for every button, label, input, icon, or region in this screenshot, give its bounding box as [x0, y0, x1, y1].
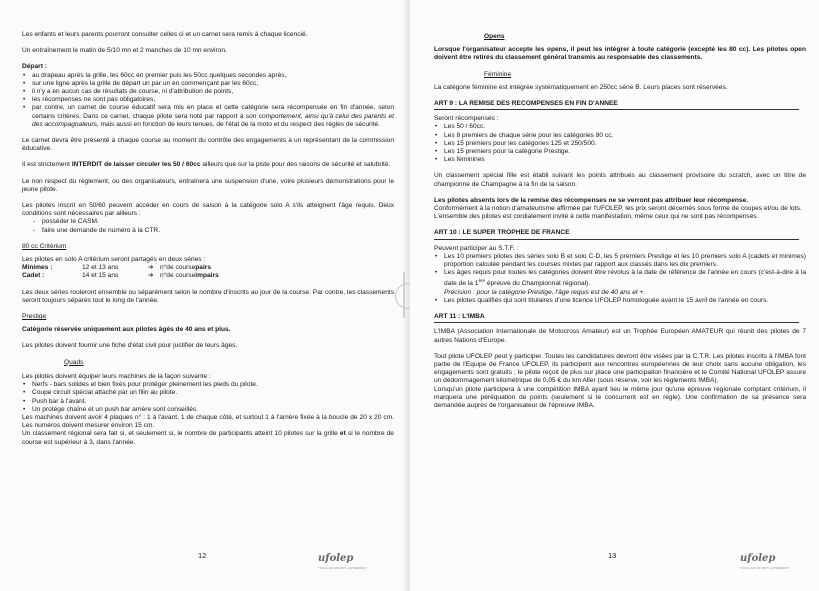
- stf-list: [434, 253, 806, 305]
- paragraph: Les pilotes doivent équiper leurs machines de la façon suivante :: [22, 372, 211, 380]
- quads-heading: Quads: [64, 358, 84, 366]
- arrow-icon: ➔: [148, 264, 154, 272]
- art11-heading: ART 11 : L'IMBA: [434, 313, 799, 323]
- paragraph: Les pilotes en solo A critérium seront partagés en deux séries :: [22, 256, 206, 264]
- paragraph: Conformément à la notion d'amateurisme affirmée par l'UFOLEP, les prix seront décernés sous forme de coupes et/ou de lots.: [434, 205, 802, 213]
- list-item: • Les âges requis pour toutes les catégories doivent être révolus à la date de référence de l'année en cours (c'est-à-dire à la date de la 1ère épreuve du Championnat régional). Précision : pour la catégorie Prestige, l'âge requis est de 40 ans et +.: [434, 269, 806, 297]
- paragraph: Tout pilote UFOLEP peut y participer. Toutes les candidatures devront être visées par la C.T.R. Les pilotes inscrits à l'IMBA font partie de l'Equipe de France UFOLEP, ils participent aux rencontres européennes de leur choix sans aucune obligation, les engagements sont gratuits ; le pilote reçoit de plus sur place une participation financière et le Comité National UFOLEP assure un dédommagement kilométrique de 0,05 € du km Aller (sous réserve, voir les règlements IMBA).: [434, 352, 806, 385]
- paragraph: Un entraînement le matin de 5/10 mn et 2 manches de 10 mn environ.: [22, 47, 227, 55]
- paragraph: Les pilotes doivent fournir une fiche d'état civil pour justifier de leurs âges.: [22, 342, 238, 350]
- conditions-list: [22, 218, 394, 234]
- arrow-icon: ➔: [148, 272, 154, 280]
- paragraph: L'ensemble des pilotes est cordialement invité à cette manifestation, même ceux qui ne sont pas récompensés.: [434, 213, 759, 221]
- rewards-list: [434, 123, 806, 164]
- list-item: • Les 15 premiers pour la catégorie Prestige.: [434, 148, 806, 156]
- list-item: - faire une demande de numéro à la CTR.: [22, 227, 394, 235]
- list-item: - posséder le CASM.: [22, 218, 394, 226]
- serie-row-minimes: Minimes : 12 et 13 ans ➔ n°de course pairs: [22, 264, 212, 272]
- list-item: • Nerfs - bars solides et bien fixés pour protéger pleinement les pieds du pilote.: [22, 381, 394, 389]
- paragraph: Les pilotes inscrit en 50/60 peuvent accéder en cours de saison à la catégorie solo A s'ils atteignent l'âge requis. Deux conditions sont nécessaires par ailleurs :: [22, 202, 394, 218]
- depart-heading: Départ :: [22, 63, 47, 71]
- list-item: • il n'y a en aucun cas de résultats de course, ni d'attribution de points,: [22, 88, 394, 96]
- list-item: • Les pilotes qualifiés qui sont titulaires d'une licence UFOLEP homologuée avant le 15 avril de l'année en cours.: [434, 297, 806, 305]
- depart-list: [22, 72, 394, 105]
- list-item: • au drapeau après la grille, les 60cc en premier puis les 50cc quelques secondes après,: [22, 72, 394, 80]
- paragraph: Lorsqu'un pilote participera à une compétition IMBA ayant lieu le même jour qu'une épreuve régionale comptant critérium, il marquera une péréquation de points (seulement si le concurrent est en règle). Une confirmation de sa présence sera demandée auprès de l'organisateur de l'épreuve IMBA.: [434, 385, 806, 410]
- paragraph: Les machines doivent avoir 4 plaques n° : 1 à l'avant, 1 de chaque côté, et surtout 1 à l'arrière fixée à la boucle de 20 x 20 cm. Les numéros doivent mesurer environ 15 cm.: [22, 413, 394, 430]
- opens-heading: Opens: [484, 33, 505, 40]
- feminine-heading: Féminine: [484, 70, 512, 78]
- paragraph: Les pilotes absents lors de la remise des récompenses ne se verront pas attribuer leur récompense.: [434, 196, 749, 204]
- page-right: [410, 0, 819, 591]
- ufolep-logo: ufolep: [318, 553, 354, 564]
- page-left: [0, 0, 408, 591]
- left-page-content: [22, 31, 394, 447]
- paragraph: Les enfants et leurs parents pourront consulter celles ci et un carnet sera remis à chaque licencié.: [22, 31, 308, 38]
- paragraph: Il est strictement INTERDIT de laisser circuler les 50 / 60cc ailleurs que sur la piste pour des raisons de sécurité et salubrité.: [22, 161, 391, 169]
- prestige-heading: Prestige: [22, 313, 47, 321]
- paragraph: Catégorie réservée uniquement aux pilotes âgés de 40 ans et plus.: [22, 326, 231, 334]
- paragraph: Les deux séries rouleront ensemble ou séparément selon le nombre d'inscrits au jour de la course. Par contre, les classements seront toujours séparés tout le long de l'année.: [22, 288, 394, 304]
- list-item: • Les 8 premiers de chaque série pour les catégories 80 cc.: [434, 132, 806, 140]
- list-item: • les récompenses ne sont pas obligatoires,: [22, 96, 394, 104]
- paragraph: Le carnet devra être présenté à chaque course au moment du contrôle des engagements à un représentant de la commission éducative.: [22, 137, 394, 153]
- paragraph: L'IMBA (Association Internationale de Motocross Amateur) est un Trophée Européen AMATEUR qui réunit des pilotes de 7 autres Nations d'Europe.: [434, 328, 806, 344]
- right-page-content: [434, 33, 806, 410]
- list-item: • Les 50 / 60cc.: [434, 123, 806, 131]
- page-number: 12: [198, 551, 207, 560]
- list-item: • Push bar à l'avant.: [22, 398, 394, 406]
- depart-list-last: [22, 104, 394, 129]
- logo-tagline: TOUS LES SPORTS AUTREMENT: [318, 566, 368, 570]
- art9-heading: ART 9 : LA REMISE DES RECOMPENSES EN FIN D'ANNEE: [434, 100, 799, 110]
- art10-heading: ART 10 : LE SUPER TROPHEE DE FRANCE: [434, 229, 799, 239]
- list-item: • Un protège chaîne et un push bar arrière sont conseillés.: [22, 406, 394, 414]
- list-item: • Les 15 premiers pour les catégories 125 et 250/500.: [434, 140, 806, 148]
- paragraph: La catégorie féminine est intégrée systématiquement en 250cc série B. Leurs places sont réservées.: [434, 83, 728, 91]
- list-item: • par contre, un carnet de course éducatif sera mis en place et cette catégorie sera récompensée en fin d'année, selon certains critères. Dans ce carnet, chaque pilote sera noté par rapport à son comportement, ainsi qu'à celui des parents et des accompagnateurs, mais aussi en fonction de leurs tenues, de l'état de la moto et du respect des règles de sécurité.: [22, 104, 394, 129]
- page-number: 13: [608, 551, 617, 560]
- list-item: • Coupe circuit spécial attaché par un filin au pilote.: [22, 389, 394, 397]
- list-item: • Les féminines: [434, 156, 806, 164]
- logo-tagline: TOUS LES SPORTS AUTREMENT: [740, 566, 790, 570]
- criterium-heading: 80 cc Critérium: [22, 242, 67, 250]
- paragraph: Le non respect du règlement, ou des organisateurs, entraînera une suspension d'une, voire plusieurs démonstrations pour le jeune pilote.: [22, 177, 394, 193]
- list-item: • Les 10 premiers pilotes des séries solo B et solo C-D, les 5 premiers Prestige et les 10 premiers solo A (cadets et minimes) proportion calculée pendant les courses mixtes par rapport aux classés dans les dix premiers.: [434, 253, 806, 269]
- paragraph: Un classement spécial fille est établi suivant les points attribués au classement provisoire du scratch, avec un titre de championne de Champagne à la fin de la saison.: [434, 172, 806, 188]
- quads-list: [22, 381, 394, 414]
- list-item: • sur une ligne après la grille de départ un par un en commençant par les 60cc,: [22, 80, 394, 88]
- paragraph: Seront récompensés :: [434, 115, 499, 123]
- paragraph: Lorsque l'organisateur accepte les opens, il peut les intégrer à toute catégorie (excepté les 80 cc). Les pilotes open doivent être retirés du classement général transmis au responsable des classements.: [434, 46, 806, 62]
- serie-row-cadet: Cadet : 14 et 15 ans ➔ n°de course impairs: [22, 272, 219, 280]
- paragraph: Un classement régional sera fait si, et seulement si, le nombre de participants atteint 10 pilotes sur la grille et si le nombre de course est supérieur à 3, dans l'année.: [22, 430, 394, 446]
- paragraph: Peuvent participer au S.T.F. :: [434, 244, 519, 252]
- ufolep-logo: ufolep: [740, 553, 776, 564]
